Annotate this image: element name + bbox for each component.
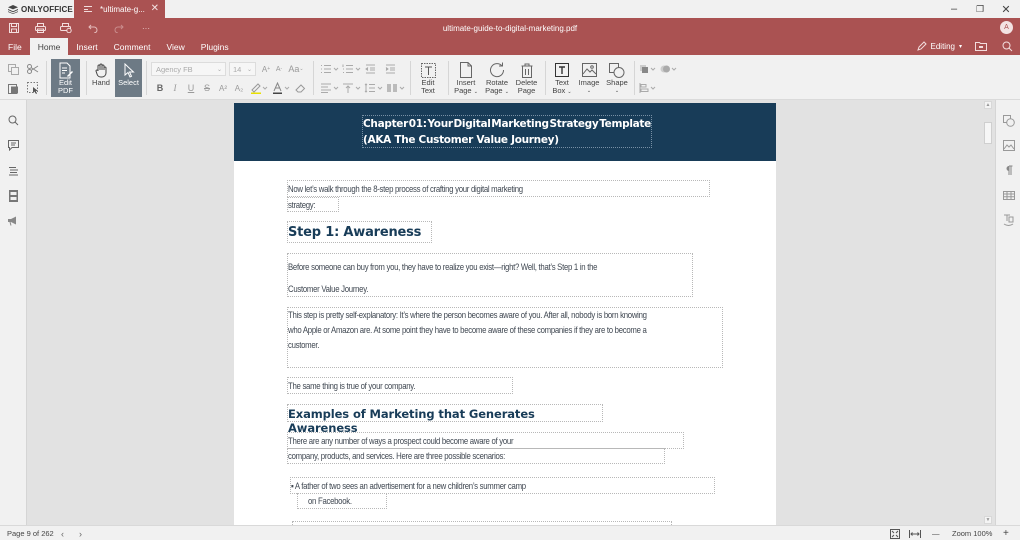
sidebar-search-button[interactable] <box>5 112 21 128</box>
search-icon <box>1002 41 1013 52</box>
examples-heading: Examples of Marketing that Generates Awareness <box>288 407 535 435</box>
strikethrough-button[interactable]: S <box>203 83 210 93</box>
examples-heading-box[interactable] <box>287 404 603 435</box>
select-all-button[interactable] <box>25 80 41 96</box>
group-button[interactable] <box>659 61 679 77</box>
image-label: Image <box>578 78 600 87</box>
scissors-icon <box>27 64 39 74</box>
chevron-down-icon: ⌄ <box>567 89 572 95</box>
numbering-button[interactable] <box>341 61 363 77</box>
select-all-icon <box>27 82 39 94</box>
open-location-button[interactable] <box>974 40 988 52</box>
font-name-value: Agency FB <box>156 64 193 74</box>
chevron-right-icon: › <box>79 528 82 539</box>
status-bar <box>0 525 1020 540</box>
redo-icon <box>114 24 124 33</box>
page-indicator[interactable]: Page 9 of 262 <box>7 529 54 538</box>
bullet-1-line-1: A father of two sees an advertisement for a new children’s summer camp <box>294 481 526 492</box>
line-spacing-button[interactable] <box>363 80 385 96</box>
tab-file[interactable]: File <box>8 41 22 52</box>
highlighter-icon <box>250 82 268 94</box>
eraser-icon <box>295 83 306 93</box>
rotate-page-label-2: Page <box>485 86 503 95</box>
clear-style-button[interactable] <box>292 80 308 96</box>
image-button[interactable] <box>576 59 602 97</box>
text-art-settings-button[interactable] <box>1001 213 1016 228</box>
sidebar-feedback-button[interactable] <box>5 213 21 229</box>
superscript-button[interactable]: A² <box>219 83 227 93</box>
increase-font-icon: A <box>261 64 268 74</box>
paragraph-4-line-1: There are any number of ways a prospect could become aware of your <box>288 436 514 447</box>
chevron-down-icon: ⌄ <box>246 66 252 73</box>
fit-width-button[interactable] <box>909 528 921 539</box>
edit-pdf-button[interactable] <box>51 59 80 97</box>
edit-text-label-2: Text <box>421 86 435 95</box>
bullet-1-box[interactable] <box>290 477 715 494</box>
more-quick-access-button[interactable]: ··· <box>142 23 150 33</box>
comment-icon <box>8 140 19 151</box>
bullet-list-icon <box>320 64 340 74</box>
page-thumbnails-icon <box>9 190 18 202</box>
select-label: Select <box>118 78 139 87</box>
sidebar-comments-button[interactable] <box>5 137 21 153</box>
bullet-1-line-2: on Facebook. <box>308 496 352 507</box>
chevron-down-icon: ⌄ <box>216 66 222 73</box>
paragraph-1-line-1: Before someone can buy from you, they have to realize you exist—right? Well, that’s Step 1 in the <box>288 262 598 273</box>
fit-page-icon <box>890 529 900 539</box>
text-box-button[interactable] <box>549 59 575 97</box>
editing-mode-dropdown[interactable] <box>917 41 962 51</box>
previous-page-button[interactable] <box>61 528 64 539</box>
italic-button[interactable]: I <box>173 83 177 93</box>
hand-icon <box>95 63 107 78</box>
increase-indent-icon <box>385 64 396 74</box>
left-sidebar <box>0 100 27 525</box>
change-case-button[interactable]: Aa ⌄ <box>288 64 304 74</box>
pencil-icon <box>917 41 927 51</box>
tab-home[interactable]: Home <box>30 38 69 55</box>
chevron-left-icon: ‹ <box>61 528 64 539</box>
edit-text-icon <box>421 63 436 78</box>
menu-tabs <box>0 38 237 55</box>
text-box-label-1: Text <box>555 78 569 87</box>
tab-title: *ultimate-g... <box>100 4 145 14</box>
tab-comment[interactable]: Comment <box>113 41 151 52</box>
highlight-color-button[interactable] <box>248 80 270 96</box>
subscript-button[interactable]: A₂ <box>234 83 244 93</box>
edit-pdf-label-2: PDF <box>58 86 73 95</box>
font-size-select[interactable] <box>229 62 256 76</box>
select-tool-button[interactable] <box>115 59 142 97</box>
arrange-button[interactable] <box>638 61 658 77</box>
paste-button[interactable] <box>5 80 21 96</box>
brand <box>0 0 74 18</box>
paragraph-2-line-2: who Apple or Amazon are. At some point they have to become aware of these companies if they are to become a <box>288 325 647 336</box>
table-settings-button[interactable] <box>1001 188 1016 203</box>
paste-icon <box>8 83 19 94</box>
print-button[interactable] <box>31 21 49 35</box>
chevron-down-icon: ▾ <box>958 43 962 50</box>
save-button[interactable] <box>5 21 23 35</box>
pdf-page <box>234 103 776 525</box>
hand-label: Hand <box>92 78 110 87</box>
app-header <box>0 18 1020 55</box>
bullets-button[interactable] <box>319 61 341 77</box>
save-icon <box>9 23 19 33</box>
chevron-down-icon: ⌄ <box>504 89 509 95</box>
document-title: ultimate-guide-to-digital-marketing.pdf <box>442 24 578 33</box>
close-tab-icon[interactable]: ✕ <box>150 3 159 14</box>
decrease-indent-button[interactable] <box>362 61 378 77</box>
step-1-heading-box[interactable] <box>287 221 432 243</box>
document-tab[interactable] <box>74 0 165 18</box>
decrease-font-button[interactable]: A - <box>275 65 283 73</box>
align-shape-icon <box>639 83 657 93</box>
image-settings-button[interactable] <box>1001 138 1016 153</box>
columns-icon <box>386 83 406 93</box>
chapter-banner <box>234 103 776 161</box>
paragraph-icon <box>1005 165 1013 176</box>
undo-button[interactable] <box>84 21 102 35</box>
paragraph-2-line-1: This step is pretty self-explanatory: It’s where the person becomes aware of you. After all, nobody is born knowing <box>288 310 647 321</box>
edit-text-label-1: Edit <box>421 78 435 87</box>
edit-pdf-icon <box>59 62 73 79</box>
chevron-down-icon: ⌄ <box>473 89 478 95</box>
close-window-button[interactable]: ✕ <box>1001 3 1011 16</box>
shape-button[interactable] <box>603 59 631 97</box>
edit-pdf-label-1: Edit <box>59 78 72 87</box>
pdf-doc-icon <box>84 6 92 12</box>
decrease-indent-icon <box>365 64 376 74</box>
chevron-down-icon: ⌄ <box>614 88 620 94</box>
intro-line-1: Now let’s walk through the 8-step process of crafting your digital marketing <box>288 184 523 195</box>
chevron-down-icon: ⌄ <box>586 88 592 94</box>
bold-button[interactable]: B <box>156 83 164 93</box>
delete-page-label-1: Delete <box>515 78 538 87</box>
insert-page-button[interactable] <box>452 59 480 97</box>
title-bar <box>0 0 1020 18</box>
copy-button[interactable] <box>5 61 21 77</box>
delete-page-label-2: Page <box>517 86 536 95</box>
undo-icon <box>88 24 98 33</box>
insert-page-icon <box>460 62 472 78</box>
zoom-out-button[interactable]: — <box>932 529 940 538</box>
intro-textbox-1[interactable] <box>287 180 710 197</box>
underline-button[interactable]: U <box>187 83 195 93</box>
fit-page-button[interactable] <box>890 528 900 539</box>
paragraph-2-box[interactable] <box>287 307 723 368</box>
chapter-title-textbox[interactable] <box>362 115 652 148</box>
cursor-icon <box>123 63 135 78</box>
paragraph-settings-button[interactable] <box>1001 163 1016 178</box>
table-icon <box>1003 191 1015 200</box>
line-spacing-icon <box>364 83 384 93</box>
rotate-page-button[interactable] <box>482 59 512 97</box>
restore-button[interactable]: ❐ <box>975 3 985 14</box>
search-icon <box>8 115 19 126</box>
paragraph-4-box-2[interactable] <box>287 448 665 464</box>
headings-icon <box>8 167 19 176</box>
sidebar-headings-button[interactable] <box>5 163 21 179</box>
fit-width-icon <box>909 530 921 538</box>
hand-tool-button[interactable] <box>89 59 113 97</box>
edit-text-button[interactable] <box>414 59 442 97</box>
zoom-level[interactable]: Zoom 100% <box>952 529 993 538</box>
copy-icon <box>8 64 19 75</box>
right-sidebar <box>995 100 1020 525</box>
columns-button[interactable] <box>385 80 407 96</box>
vertical-scrollbar[interactable] <box>982 100 994 525</box>
text-box-icon <box>555 63 569 77</box>
brand-name: ONLYOFFICE <box>21 4 73 14</box>
search-header-button[interactable] <box>1000 40 1014 52</box>
vertical-align-icon <box>342 83 362 93</box>
redo-button[interactable] <box>110 21 128 35</box>
sidebar-thumbnails-button[interactable] <box>5 188 21 204</box>
scroll-up-arrow[interactable]: ▲ <box>985 102 991 108</box>
image-settings-icon <box>1003 140 1015 151</box>
font-color-button[interactable] <box>270 80 292 96</box>
print-icon <box>35 23 46 33</box>
tab-insert[interactable]: Insert <box>76 41 98 52</box>
user-avatar[interactable]: A <box>1000 21 1013 34</box>
paragraph-3-text: The same thing is true of your company. <box>288 381 416 392</box>
scroll-thumb[interactable] <box>984 122 992 144</box>
cut-button[interactable] <box>25 61 41 77</box>
font-name-select[interactable] <box>151 62 226 76</box>
text-art-icon <box>1003 214 1014 227</box>
editing-label: Editing <box>930 41 955 51</box>
delete-page-button[interactable] <box>513 59 540 97</box>
trash-icon <box>521 63 533 78</box>
paragraph-4-line-2: company, products, and services. Here are three possible scenarios: <box>288 451 506 462</box>
minimize-button[interactable]: – <box>950 3 958 15</box>
rotate-icon <box>489 62 505 78</box>
chapter-title-line-2: (AKA The Customer Value Journey) <box>363 134 559 146</box>
paragraph-3-box[interactable] <box>287 377 513 394</box>
group-icon <box>660 64 678 74</box>
increase-indent-button[interactable] <box>382 61 398 77</box>
font-color-icon <box>272 82 290 94</box>
horizontal-align-button[interactable] <box>319 80 341 96</box>
align-shape-button[interactable] <box>638 80 658 96</box>
bullet-1-box-2[interactable] <box>297 493 387 509</box>
shape-settings-button[interactable] <box>1001 113 1016 128</box>
increase-font-button[interactable]: A + <box>261 64 271 74</box>
insert-page-label-1: Insert <box>456 78 476 87</box>
quick-print-button[interactable] <box>57 21 75 35</box>
insert-page-label-2: Page <box>454 86 472 95</box>
home-toolbar <box>0 55 1020 100</box>
shape-settings-icon <box>1003 115 1015 127</box>
tab-plugins[interactable]: Plugins <box>200 41 229 52</box>
scroll-down-arrow[interactable]: ▼ <box>985 517 991 523</box>
zoom-in-button[interactable]: + <box>1003 528 1009 539</box>
next-page-button[interactable] <box>79 528 82 539</box>
tab-view[interactable]: View <box>166 41 185 52</box>
numbered-list-icon <box>342 64 362 74</box>
paragraph-1-box[interactable] <box>287 253 693 297</box>
intro-line-2: strategy: <box>288 200 316 211</box>
image-icon <box>582 63 597 77</box>
rotate-page-label-1: Rotate <box>485 78 509 87</box>
change-case-icon: Aa <box>288 64 300 74</box>
text-box-label-2: Box <box>552 86 566 95</box>
decrease-font-icon: A <box>275 65 281 73</box>
onlyoffice-logo-icon <box>8 5 18 14</box>
paragraph-4-box-1[interactable] <box>287 432 684 449</box>
chapter-title-line-1: Chapter 01: Your Digital Marketing Strategy Template <box>363 118 651 130</box>
folder-icon <box>975 41 987 51</box>
shape-label: Shape <box>606 78 628 87</box>
megaphone-icon <box>7 216 19 226</box>
shape-icon <box>609 63 625 78</box>
vertical-align-button[interactable] <box>341 80 363 96</box>
paragraph-2-line-3: customer. <box>288 340 320 351</box>
align-left-icon <box>320 83 340 93</box>
paragraph-1-line-2: Customer Value Journey. <box>288 284 369 295</box>
font-size-value: 14 <box>233 64 242 74</box>
arrange-icon <box>639 64 657 74</box>
bullet-icon: ▪ <box>291 481 295 492</box>
step-1-heading: Step 1: Awareness <box>288 225 422 240</box>
intro-textbox-2[interactable] <box>287 197 339 212</box>
quick-print-icon <box>60 23 72 33</box>
